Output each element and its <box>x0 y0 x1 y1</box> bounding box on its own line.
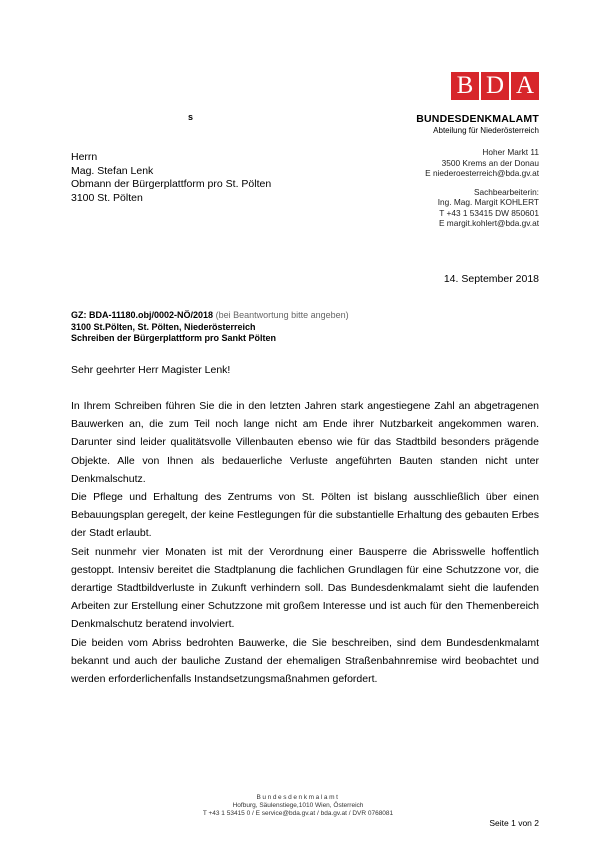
stray-mark: s <box>188 112 194 122</box>
footer-contact: T +43 1 53415 0 / E service@bda.gv.at / bda.gv.at / DVR 0768081 <box>202 810 394 817</box>
body-paragraph: In Ihrem Schreiben führen Sie die in den letzten Jahren stark angestiegene Zahl an abgetragenen Bauwerken an, die zum Teil noch lange nicht am Ende ihrer Nutzbarkeit angekommen waren. Darunter sind leider qualitätsvolle Villenbauten ebenso wie für das Stadtbild besonders prägende Objekte. Alle von Ihnen als bedauerliche Verluste angeführten Bauten standen nicht unter Denkmalschutz. <box>71 400 539 485</box>
logo-letter-b: B <box>451 72 479 100</box>
recipient-address <box>71 151 271 205</box>
letter-date: 14. September 2018 <box>443 273 539 285</box>
sender-street: Hoher Markt 11 <box>482 147 539 157</box>
contact-name: Ing. Mag. Margit KOHLERT <box>437 197 539 207</box>
agency-header <box>416 113 539 135</box>
salutation: Sehr geehrter Herr Magister Lenk! <box>71 364 231 376</box>
page-number: Seite 1 von 2 <box>489 818 539 828</box>
contact-phone: T +43 1 53415 DW 850601 <box>439 207 539 218</box>
footer-address: Hofburg, Säulenstiege,1010 Wien, Österreich <box>232 802 364 809</box>
bda-logo <box>451 72 539 100</box>
body-paragraph: Die Pflege und Erhaltung des Zentrums von St. Pölten ist bislang ausschließlich über einen Bebauungsplan geregelt, der keine Festlegungen für die substantielle Erhaltung des gebauten Erbes der Stadt erlaubt. <box>71 491 539 540</box>
footer-org: Bundesdenkmalamt <box>256 794 340 801</box>
body-paragraph: Die beiden vom Abriss bedrohten Bauwerke, die Sie beschreiben, sind dem Bundesdenkmalamt bekannt und auch der bauliche Zustand der ehemaligen Straßenbahnremise wird beobachtet und werden erforderlichenfalls Instandsetzungsmaßnahmen gefordert. <box>71 636 539 686</box>
page-footer <box>150 794 446 818</box>
agency-department: Abteilung für Niederösterreich <box>433 126 539 135</box>
body-paragraph: Seit nunmehr vier Monaten ist mit der Verordnung einer Bausperre die Abrisswelle hoffentlich gestoppt. Intensiv bereitet die Stadtplanung die fachlichen Grundlagen für eine Schutzzone vor, die derartige Stadtbildverluste in Zukunft verhindern soll. Das Bundesdenkmalamt sieht die laufenden Arbeiten zur Erstellung einer Schutzzone mit großem Interesse und ist auch für den Themenbereich Denkmalschutz beratend involviert. <box>71 545 539 631</box>
letter-body <box>71 397 539 688</box>
recipient-line: 3100 St. Pölten <box>71 191 143 204</box>
reference-location: 3100 St.Pölten, St. Pölten, Niederösterreich <box>71 321 256 332</box>
reference-gz-line <box>71 310 349 322</box>
recipient-line: Obmann der Bürgerplattform pro St. Pölten <box>71 178 272 190</box>
reference-subject: Schreiben der Bürgerplattform pro Sankt Pölten <box>71 333 277 343</box>
reference-gz: GZ: BDA-11180.obj/0002-NÖ/2018 <box>71 310 214 320</box>
recipient-line: Herrn <box>71 151 98 163</box>
contact-label: Sachbearbeiterin: <box>473 186 539 197</box>
reference-note: (bei Beantwortung bitte angeben) <box>215 310 349 320</box>
sender-email[interactable]: E niederoesterreich@bda.gv.at <box>425 168 539 178</box>
recipient-line: Mag. Stefan Lenk <box>71 164 154 177</box>
contact-email[interactable]: E margit.kohlert@bda.gv.at <box>438 218 539 228</box>
sender-city: 3500 Krems an der Donau <box>441 157 539 168</box>
reference-block <box>71 310 349 345</box>
logo-letter-a: A <box>511 72 539 100</box>
sender-block <box>425 147 539 229</box>
agency-name: BUNDESDENKMALAMT <box>416 113 539 125</box>
logo-letter-d: D <box>481 72 509 100</box>
